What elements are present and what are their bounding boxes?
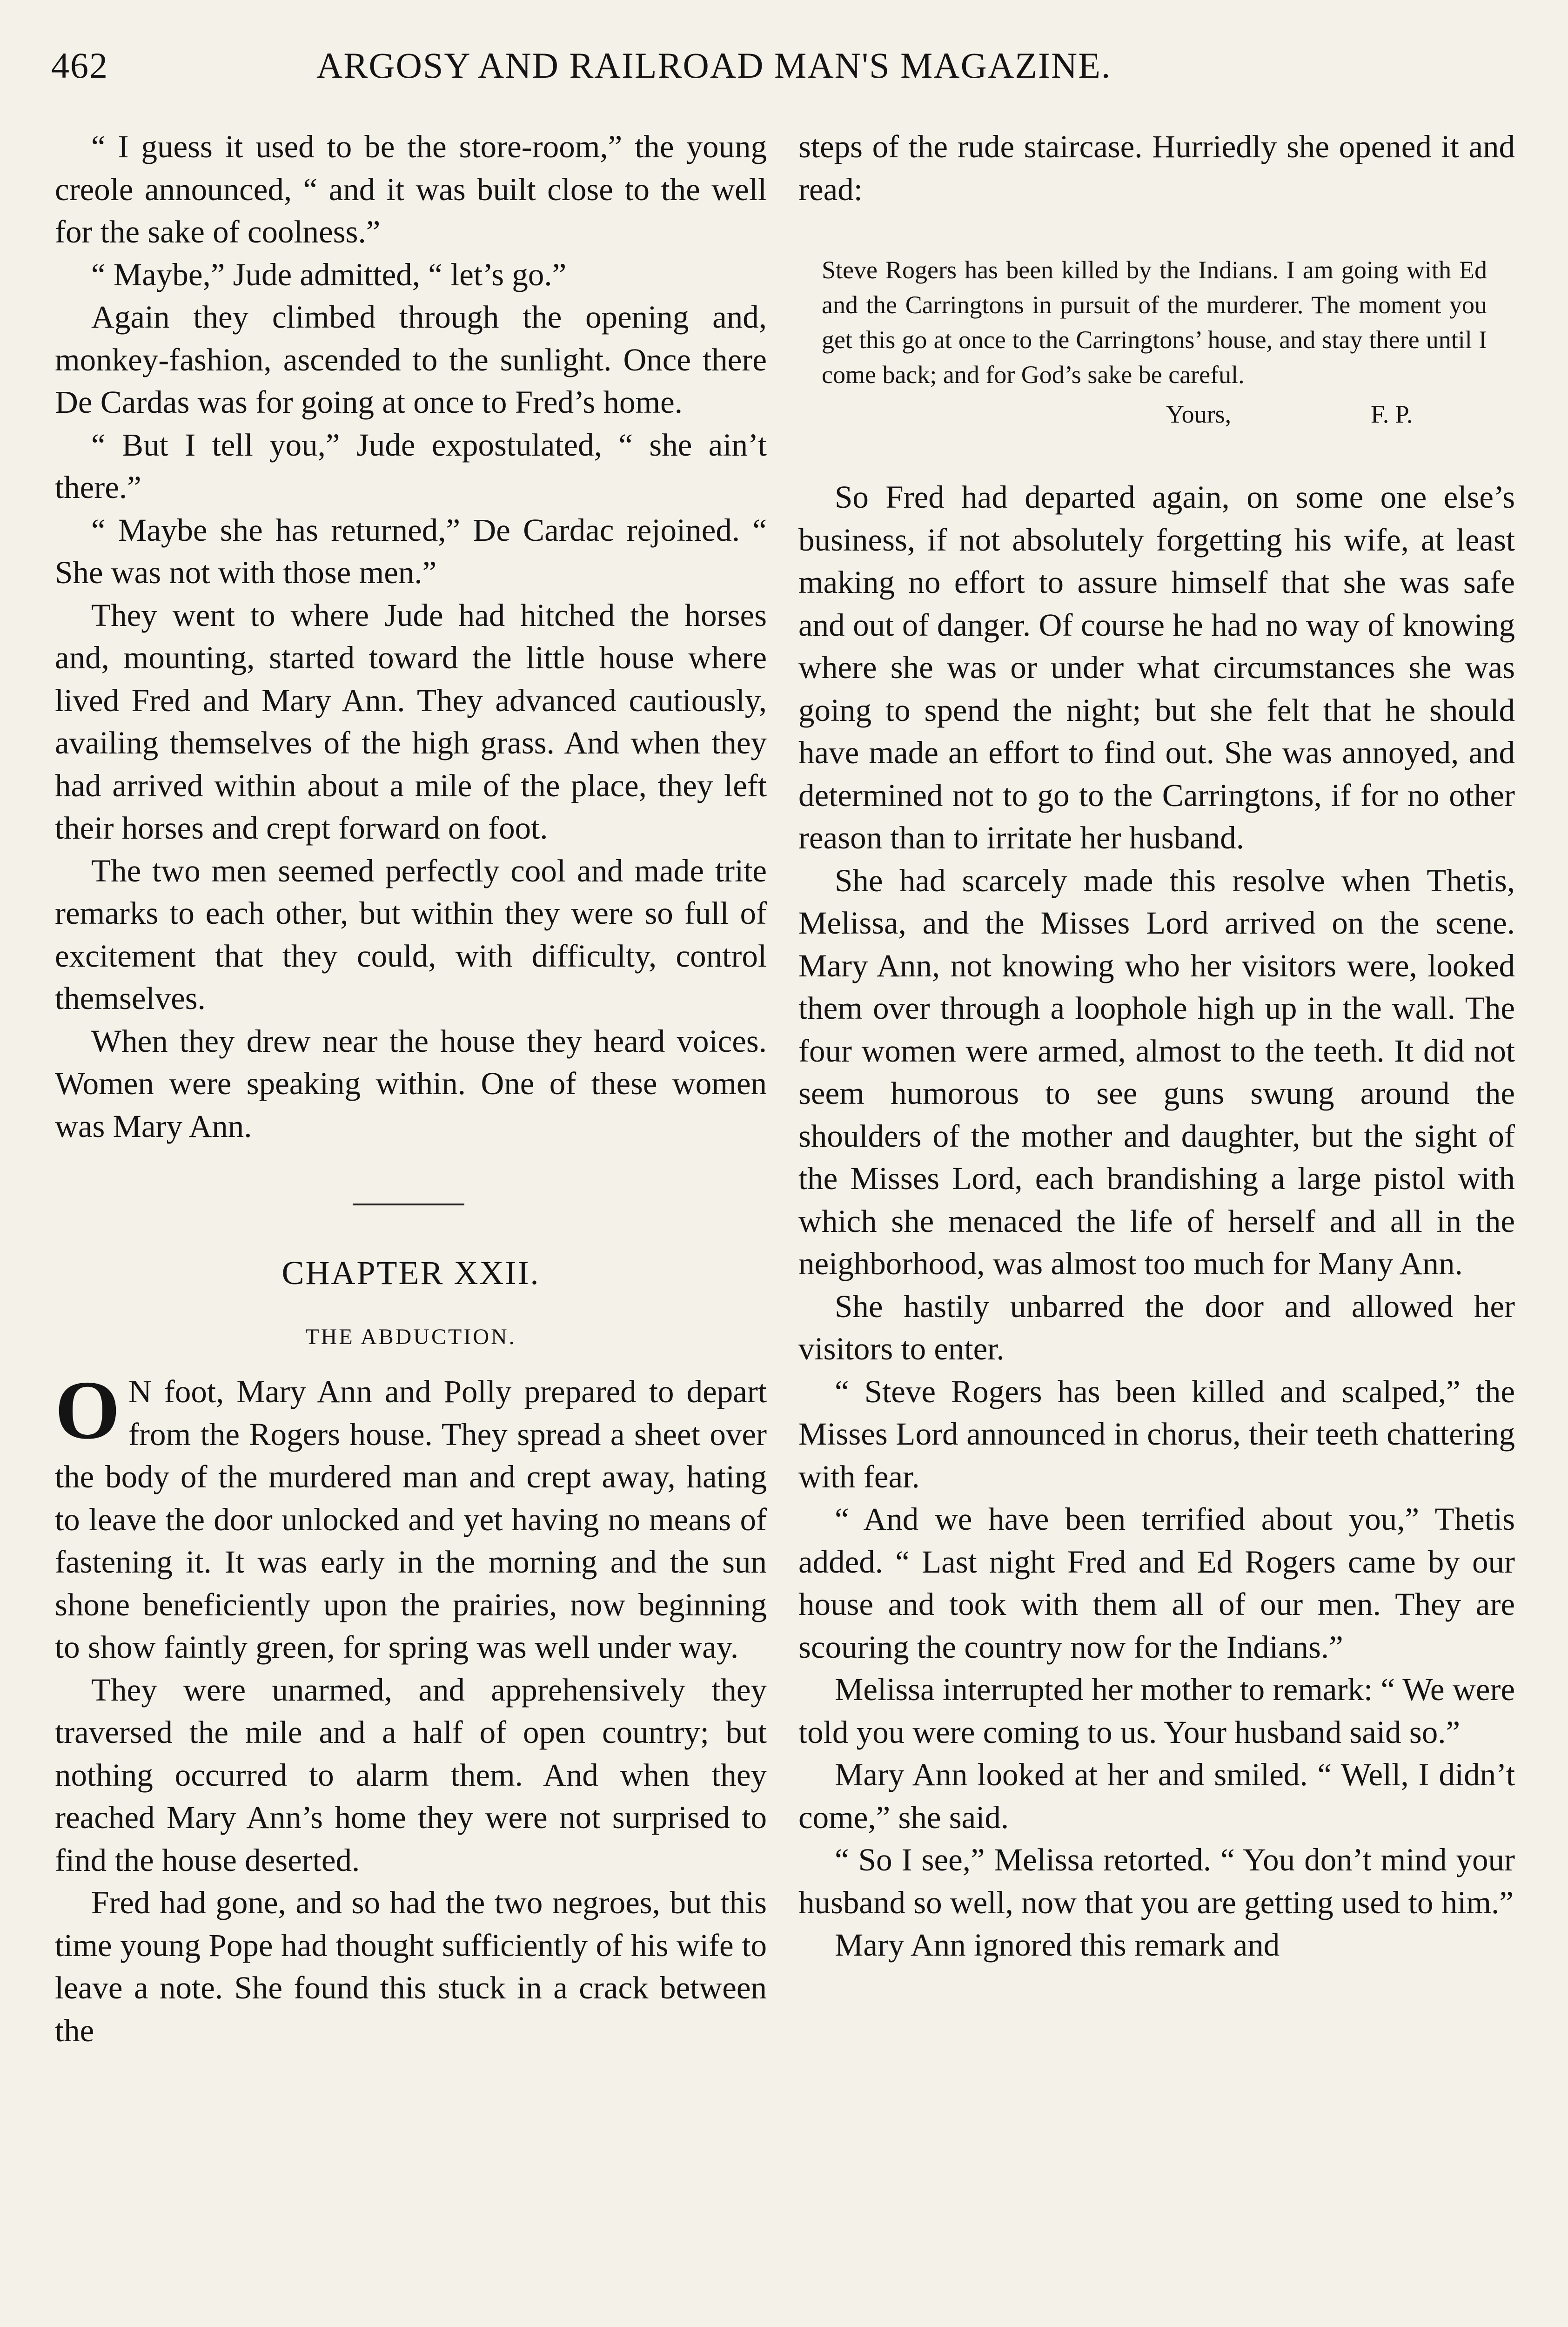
chapter-opening-paragraph bbox=[55, 1364, 767, 1669]
paragraph: She had scarcely made this resolve when Thetis, Melissa, and the Misses Lord arrived on the scene. Mary Ann, not knowing who her visitors were, looked them over through a loophole high up in the wall. The four women were armed, almost to the teeth. It did not seem humorous to see guns swung around the shoulders of the mother and daughter, but the sight of the Misses Lord, each brandishing a large pistol with which she menaced the life of herself and all in the neighborhood, was almost too much for Many Ann. bbox=[798, 862, 1515, 1281]
paragraph: Again they climbed through the opening and, monkey-fashion, ascended to the sunlight. Once there De Cardas was for going at once to Fred’s home. bbox=[55, 299, 767, 420]
running-head: ARGOSY AND RAILROAD MAN'S MAGAZINE. bbox=[316, 45, 1112, 86]
paragraph: She hastily unbarred the door and allowed her visitors to enter. bbox=[798, 1288, 1515, 1366]
paragraph: Mary Ann looked at her and smiled. “ Well, I didn’t come,” she said. bbox=[798, 1757, 1515, 1835]
paragraph: “ Maybe she has returned,” De Cardac rejoined. “ She was not with those men.” bbox=[55, 512, 767, 590]
paragraph: “ I guess it used to be the store-room,” the young creole announced, “ and it was built close to the well for the sake of coolness.” bbox=[55, 129, 767, 249]
paragraph: Fred had gone, and so had the two negroes, but this time young Pope had thought sufficiently of his wife to leave a note. She found this stuck in a crack between the bbox=[55, 1885, 767, 2048]
paragraph: Mary Ann ignored this remark and bbox=[835, 1927, 1280, 1963]
left-column bbox=[55, 126, 767, 2327]
paragraph: Melissa interrupted her mother to remark: “ We were told you were coming to us. Your husband said so.” bbox=[798, 1672, 1515, 1750]
paragraph: The two men seemed perfectly cool and made trite remarks to each other, but within they were so full of excitement that they could, with difficulty, control themselves. bbox=[55, 853, 767, 1016]
letter-note bbox=[822, 253, 1487, 392]
note-signoff: Yours, bbox=[1166, 400, 1232, 428]
chapter-subtitle: THE ABDUCTION. bbox=[305, 1325, 516, 1349]
paragraph-continuation: steps of the rude staircase. Hurriedly she opened it and read: bbox=[798, 129, 1515, 207]
paragraph: “ And we have been terrified about you,” Thetis added. “ Last night Fred and Ed Rogers came by our house and took with them all of our men. They are scouring the country now for the Indians.” bbox=[798, 1501, 1515, 1665]
paragraph: “ But I tell you,” Jude expostulated, “ she ain’t there.” bbox=[55, 427, 767, 505]
opening-text: N foot, Mary Ann and Polly prepared to depart from the Rogers house. They spread a sheet over the body of the murdered man and crept away, hating to leave the door unlocked and yet having no means of fastening it. It was early in the morning and the sun shone beneficiently upon the prairies, now beginning to show faintly green, for spring was well under way. bbox=[55, 1374, 767, 1665]
paragraph: They went to where Jude had hitched the horses and, mounting, started toward the little house where lived Fred and Mary Ann. They advanced cautiously, availing themselves of the high grass. And when they had arrived within about a mile of the place, they left their horses and crept forward on foot. bbox=[55, 597, 767, 846]
paragraph: They were unarmed, and apprehensively they traversed the mile and a half of open country; but nothing occurred to alarm them. And when they reached Mary Ann’s home they were not surprised to find the house deserted. bbox=[55, 1672, 767, 1878]
chapter-heading: CHAPTER XXII. bbox=[281, 1254, 540, 1291]
paragraph: “ So I see,” Melissa retorted. “ You don’t mind your husband so well, now that you are getting used to him.” bbox=[798, 1842, 1515, 1920]
paragraph: “ Steve Rogers has been killed and scalped,” the Misses Lord announced in chorus, their teeth chattering with fear. bbox=[798, 1373, 1515, 1494]
note-text: Steve Rogers has been killed by the Indians. I am going with Ed and the Carringtons in pursuit of the murderer. The moment you get this go at once to the Carringtons’ house, and stay there until I come back; and for God’s sake be careful. bbox=[822, 256, 1487, 389]
page-header bbox=[51, 45, 1521, 96]
paragraph: When they drew near the house they heard voices. Women were speaking within. One of these women was Mary Ann. bbox=[55, 1023, 767, 1144]
paragraph: So Fred had departed again, on some one else’s business, if not absolutely forgetting his wife, at least making no effort to assure himself that she was safe and out of danger. Of course he had no way of knowing where she was or under what circumstances she was going to spend the night; but she felt that he should have made an effort to find out. She was annoyed, and determined not to go to the Carringtons, if for no other reason than to irritate her husband. bbox=[798, 479, 1515, 855]
paragraph: “ Maybe,” Jude admitted, “ let’s go.” bbox=[91, 256, 567, 292]
drop-cap: O bbox=[55, 1364, 121, 1456]
note-initials: F. P. bbox=[1371, 400, 1413, 428]
note-signature bbox=[798, 397, 1515, 434]
right-column bbox=[798, 126, 1515, 2327]
page-number: 462 bbox=[51, 45, 108, 86]
section-divider bbox=[353, 1204, 464, 1205]
